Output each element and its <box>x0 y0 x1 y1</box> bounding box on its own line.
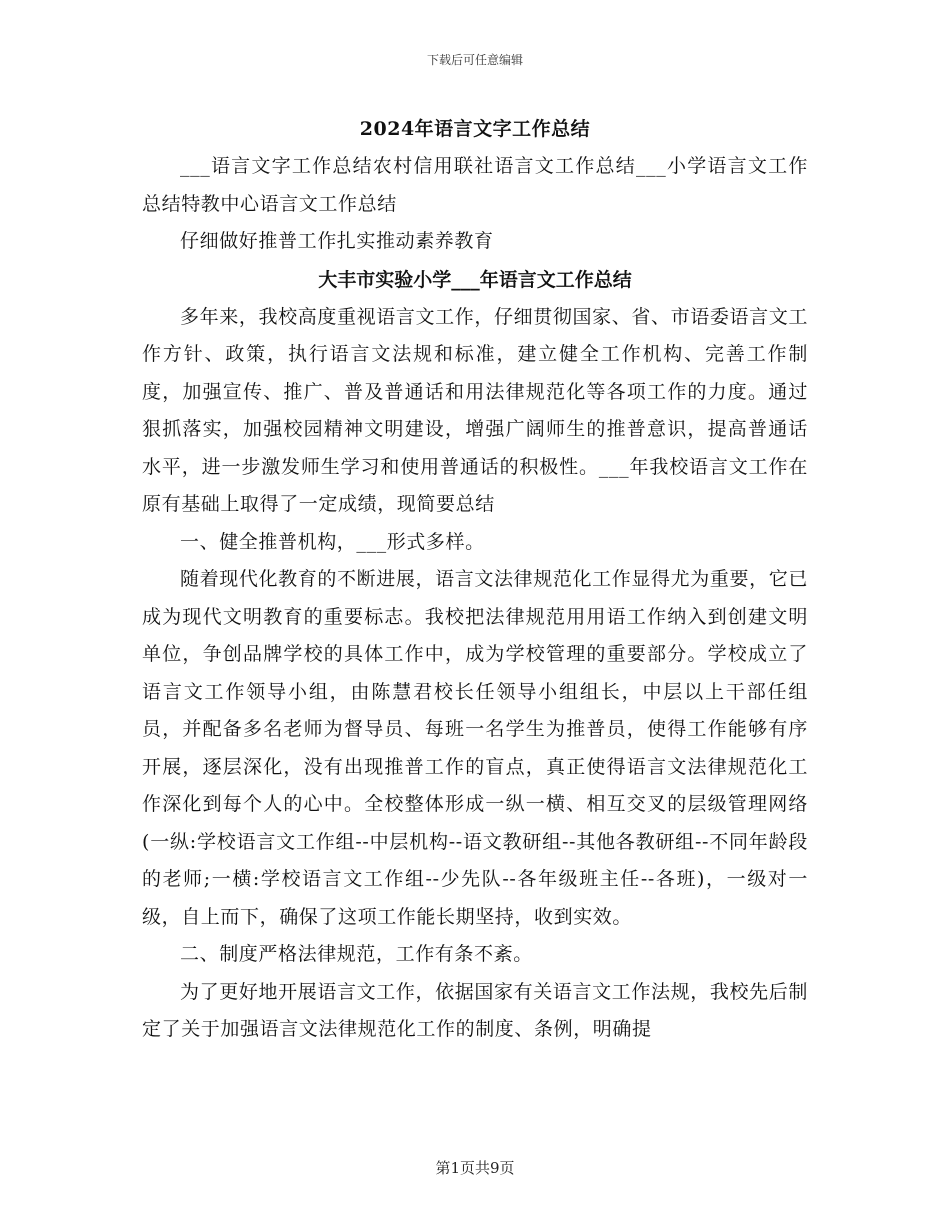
heading-section-2: 二、制度严格法律规范，工作有条不紊。 <box>180 943 533 965</box>
intro-line-1: ___语言文字工作总结农村信用联社语言文工作总结___小学语言文工作总结特教中心语言文工作总结 <box>142 155 808 215</box>
heading-section-1: 一、健全推普机构，___形式多样。 <box>180 530 485 553</box>
intro-line-2: 仔细做好推普工作扎实推动素养教育 <box>180 230 494 252</box>
running-header: 下载后可任意编辑 <box>426 53 523 67</box>
paragraph-overview: 多年来，我校高度重视语言文工作，仔细贯彻国家、省、市语委语言文工作方针、政策，执行语言文法规和标准，建立健全工作机构、完善工作制度，加强宣传、推广、普及普通话和用法律规范化等各项工作的力度。通过狠抓落实，加强校园精神文明建设，增强广阔师生的推普意识，提高普通话水平，进一步激发师生学习和使用普通话的积极性。___年我校语言文工作在原有基础上取得了一定成绩，现简要总结 <box>142 305 808 515</box>
document-title: 2024年语言文字工作总结 <box>359 118 591 140</box>
paragraph-section-2: 为了更好地开展语言文工作，依据国家有关语言文工作法规，我校先后制定了关于加强语言文法律规范化工作的制度、条例，明确提 <box>142 980 808 1040</box>
section-subtitle: 大丰市实验小学___年语言文工作总结 <box>318 268 632 291</box>
document-body <box>142 110 808 1049</box>
paragraph-section-1: 随着现代化教育的不断进展，语言文法律规范化工作显得尤为重要，它已成为现代文明教育的重要标志。我校把法律规范用用语工作纳入到创建文明单位，争创品牌学校的具体工作中，成为学校管理的重要部分。学校成立了语言文工作领导小组，由陈慧君校长任领导小组组长，中层以上干部任组员，并配备多名老师为督导员、每班一名学生为推普员，使得工作能够有序开展，逐层深化，没有出现推普工作的盲点，真正使得语言文法律规范化工作深化到每个人的心中。全校整体形成一纵一横、相互交叉的层级管理网络(一纵:学校语言文工作组--中层机构--语文教研组--其他各教研组--不同年龄段的老师;一横:学校语言文工作组--少先队--各年级班主任--各班)，一级对一级，自上而下，确保了这项工作能长期坚持，收到实效。 <box>142 568 808 928</box>
page-number-footer: 第1页共9页 <box>435 1159 515 1177</box>
